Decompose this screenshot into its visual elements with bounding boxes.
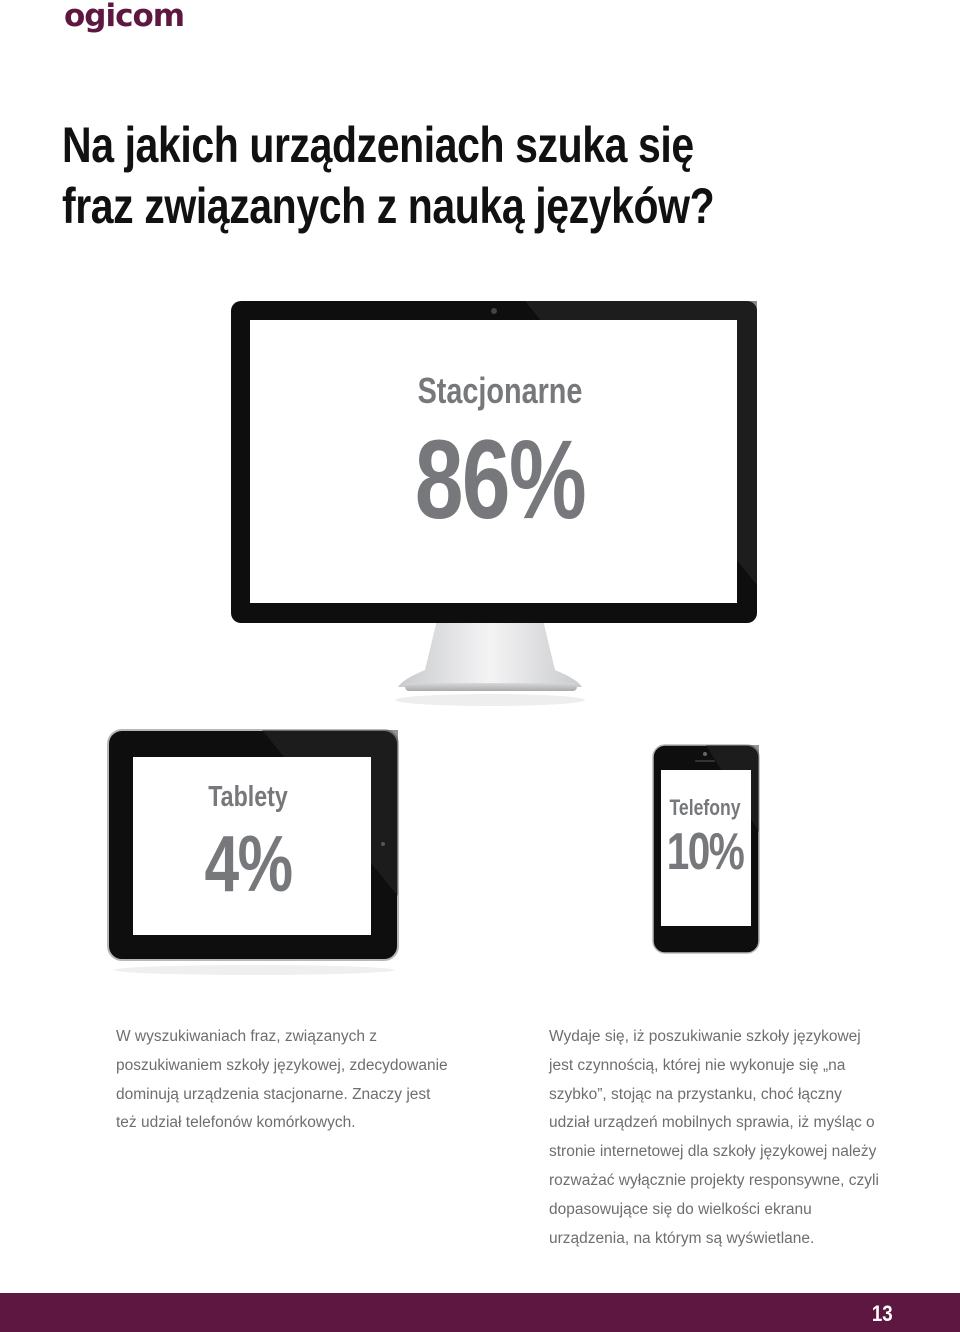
footer-bar [0,1293,960,1332]
paragraph-line: dopasowujące się do wielkości ekranu [549,1200,812,1218]
left-paragraph [116,1023,516,1138]
paragraph-line: szybko”, stojąc na przystanku, choć łączny [549,1085,842,1103]
paragraph-line: dominują urządzenia stacjonarne. Znaczy jest [116,1085,431,1103]
paragraph-line: udział urządzeń mobilnych sprawia, iż myśląc o [549,1114,875,1132]
paragraph-line: urządzenia, na którym są wyświetlane. [549,1229,815,1247]
paragraph-line: Wydaje się, iż poszukiwanie szkoły językowej [549,1028,861,1045]
paragraph-line: stronie internetowej dla szkoły językowej należy [549,1143,877,1161]
page-title-line-2: fraz związanych z nauką języków? [62,178,715,234]
paragraph-line: poszukiwaniem szkoły językowej, zdecydowanie [116,1056,448,1074]
page-number: 13 [871,1301,893,1326]
phone-label: Telefony [669,795,741,820]
right-paragraph [549,1023,909,1253]
tablet-label: Tablety [208,781,288,813]
desktop-percentage: 86% [414,417,586,542]
paragraph-line: jest czynnością, której nie wykonuje się „na [549,1056,846,1074]
page-title [62,115,714,237]
ogicom-logo: ogicom [64,0,185,34]
paragraph-line: W wyszukiwaniach fraz, związanych z [116,1028,377,1045]
desktop-label: Stacjonarne [417,370,583,411]
paragraph-line: rozważać wyłącznie projekty responsywne, czyli [549,1171,879,1189]
page-title-line-1: Na jakich urządzeniach szuka się [62,117,694,173]
paragraph-line: też udział telefonów komórkowych. [116,1114,356,1132]
phone-percentage: 10% [666,823,744,881]
tablet-percentage: 4% [204,819,292,908]
